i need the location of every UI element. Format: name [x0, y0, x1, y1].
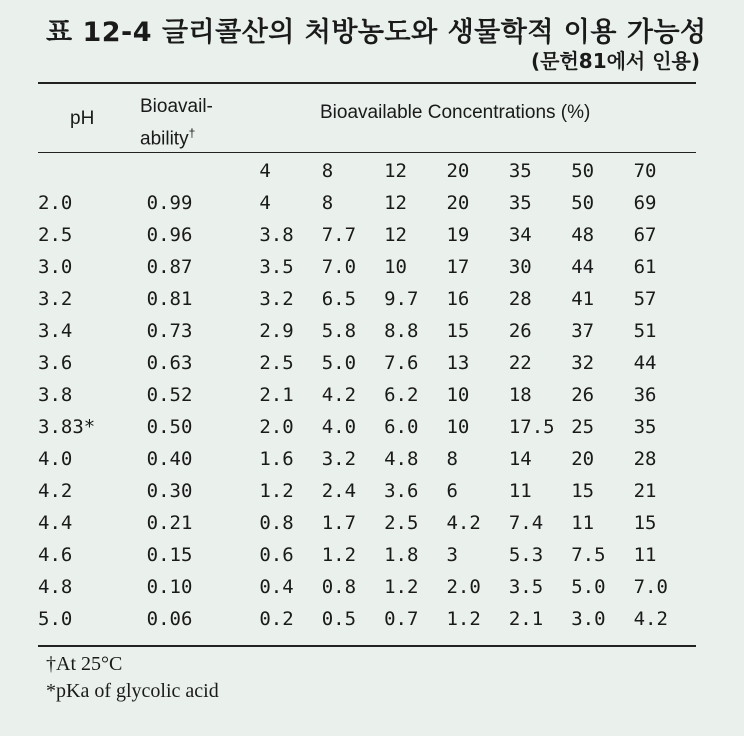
concentration-cell: 6 [446, 480, 458, 502]
ph-cell: 4.2 [38, 480, 73, 502]
concentration-cell: 1.2 [321, 544, 357, 566]
concentration-cell: 3.6 [384, 480, 419, 502]
concentration-cell: 20 [571, 448, 595, 470]
concentration-cell: 11 [633, 544, 657, 566]
concentration-cell: 3.2 [321, 448, 357, 470]
concentration-cell: 7.6 [384, 352, 419, 374]
header-bio-line2: ability [140, 128, 189, 150]
concentration-cell: 17 [446, 256, 470, 278]
concentration-cell: 69 [633, 192, 657, 214]
concentration-cell: 5.3 [508, 544, 544, 566]
concentration-cell: 4.0 [321, 416, 357, 438]
bioavailability-cell: 0.73 [146, 320, 193, 342]
bioavailability-cell: 0.21 [146, 512, 193, 534]
concentration-cell: 57 [633, 288, 657, 310]
concentration-cell: 0.7 [384, 608, 419, 630]
footnote-asterisk: *pKa of glycolic acid [46, 680, 219, 702]
concentration-cell: 4.2 [633, 608, 668, 630]
header-rule [38, 152, 696, 153]
concentration-cell: 2.5 [384, 512, 419, 534]
table-row [38, 539, 696, 571]
concentration-cell: 25 [571, 416, 595, 438]
concentration-cell: 11 [508, 480, 532, 502]
bioavailability-cell: 0.06 [146, 608, 193, 630]
concentration-cell: 0.8 [259, 512, 294, 534]
ph-cell: 3.4 [38, 320, 73, 342]
concentration-cell: 36 [633, 384, 657, 406]
concentration-cell: 28 [633, 448, 657, 470]
bottom-rule [38, 645, 696, 647]
concentration-cell: 3.0 [571, 608, 606, 630]
concentration-cell: 35 [633, 416, 657, 438]
concentration-cell: 21 [633, 480, 657, 502]
concentration-cell: 2.1 [259, 384, 294, 406]
concentration-cell: 7.7 [321, 224, 357, 246]
concentration-cell: 37 [571, 320, 595, 342]
footnotes [46, 651, 219, 705]
ph-cell: 4.0 [38, 448, 73, 470]
concentration-cell: 1.2 [384, 576, 419, 598]
concentration-cell: 6.5 [321, 288, 357, 310]
concentration-cell: 22 [508, 352, 532, 374]
concentration-cell: 5.0 [571, 576, 606, 598]
concentration-cell: 2.5 [259, 352, 294, 374]
bioavailability-cell: 0.40 [146, 448, 193, 470]
concentration-cell: 48 [571, 224, 595, 246]
concentration-cell: 2.0 [259, 416, 294, 438]
concentration-cell: 1.7 [321, 512, 357, 534]
ph-cell: 2.0 [38, 192, 73, 214]
concentration-cell: 5.0 [321, 352, 357, 374]
concentration-header-cell: 4 [259, 160, 271, 182]
concentration-cell: 12 [384, 224, 407, 246]
table-title: 표 12-4 글리콜산의 처방농도와 생물학적 이용 가능성 [46, 17, 707, 48]
concentration-cell: 3.8 [259, 224, 294, 246]
bioavailability-cell: 0.52 [146, 384, 193, 406]
ph-cell: 4.6 [38, 544, 73, 566]
ph-cell: 3.2 [38, 288, 73, 310]
concentration-header-cell: 8 [321, 160, 334, 182]
concentration-cell: 14 [508, 448, 532, 470]
concentration-cell: 7.0 [633, 576, 668, 598]
concentration-cell: 19 [446, 224, 470, 246]
concentration-cell: 7.5 [571, 544, 606, 566]
concentration-cell: 41 [571, 288, 595, 310]
concentration-cell: 4.8 [384, 448, 419, 470]
concentration-cell: 9.7 [384, 288, 419, 310]
table-row [38, 315, 696, 347]
concentration-cell: 7.0 [321, 256, 357, 278]
ph-cell: 4.8 [38, 576, 73, 598]
top-rule [38, 82, 696, 84]
concentration-cell: 44 [571, 256, 595, 278]
table-row [38, 219, 696, 251]
concentration-cell: 11 [571, 512, 595, 534]
concentration-cell: 1.6 [259, 448, 294, 470]
bioavailability-cell: 0.30 [146, 480, 193, 502]
table-row [38, 347, 696, 379]
concentration-cell: 44 [633, 352, 657, 374]
concentration-cell: 15 [571, 480, 595, 502]
concentration-cell: 2.0 [446, 576, 481, 598]
concentration-cell: 16 [446, 288, 470, 310]
header-concentrations: Bioavailable Concentrations (%) [320, 102, 591, 123]
concentration-cell: 13 [446, 352, 470, 374]
ph-cell: 3.0 [38, 256, 73, 278]
bioavailability-cell: 0.15 [146, 544, 193, 566]
concentration-cell: 10 [384, 256, 407, 278]
bioavailability-cell: 0.99 [146, 192, 193, 214]
concentration-cell: 1.2 [259, 480, 294, 502]
concentration-header-cell: 12 [384, 160, 407, 182]
concentration-cell: 32 [571, 352, 595, 374]
bioavailability-cell: 0.50 [146, 416, 193, 438]
bioavailability-cell: 0.63 [146, 352, 193, 374]
concentration-cell: 3 [446, 544, 458, 566]
concentration-cell: 2.9 [259, 320, 294, 342]
ph-cell: 5.0 [38, 608, 73, 630]
concentration-cell: 8.8 [384, 320, 419, 342]
concentration-cell: 1.8 [384, 544, 419, 566]
bioavailability-cell: 0.87 [146, 256, 193, 278]
concentration-cell: 26 [508, 320, 532, 342]
concentration-cell: 4.2 [321, 384, 357, 406]
ph-cell: 3.83* [38, 416, 96, 438]
concentration-cell: 12 [384, 192, 407, 214]
table-row [38, 283, 696, 315]
concentration-cell: 4.2 [446, 512, 481, 534]
concentration-cell: 8 [446, 448, 458, 470]
table-row [38, 187, 696, 219]
ph-cell: 3.8 [38, 384, 73, 406]
concentration-cell: 20 [446, 192, 470, 214]
concentration-cell: 2.4 [321, 480, 357, 502]
concentration-header-row [38, 155, 696, 187]
concentration-cell: 3.5 [508, 576, 544, 598]
table-row [38, 475, 696, 507]
concentration-cell: 10 [446, 384, 470, 406]
concentration-cell: 0.6 [259, 544, 294, 566]
concentration-cell: 4 [259, 192, 271, 214]
concentration-cell: 3.5 [259, 256, 294, 278]
concentration-header-cell: 20 [446, 160, 470, 182]
concentration-cell: 6.0 [384, 416, 419, 438]
concentration-cell: 0.8 [321, 576, 357, 598]
table-row [38, 507, 696, 539]
concentration-cell: 7.4 [508, 512, 544, 534]
concentration-cell: 3.2 [259, 288, 294, 310]
concentration-header-cell: 50 [571, 160, 595, 182]
concentration-cell: 0.5 [321, 608, 357, 630]
ph-cell: 4.4 [38, 512, 73, 534]
concentration-cell: 34 [508, 224, 532, 246]
concentration-cell: 51 [633, 320, 657, 342]
header-bio-dagger: † [188, 126, 196, 140]
bioavailability-cell: 0.81 [146, 288, 193, 310]
concentration-cell: 26 [571, 384, 595, 406]
bioavailability-cell: 0.96 [146, 224, 193, 246]
concentration-header-cell: 70 [633, 160, 657, 182]
concentration-cell: 61 [633, 256, 657, 278]
concentration-cell: 10 [446, 416, 470, 438]
concentration-cell: 15 [446, 320, 470, 342]
concentration-cell: 18 [508, 384, 532, 406]
table-row [38, 379, 696, 411]
concentration-cell: 0.2 [259, 608, 294, 630]
concentration-cell: 15 [633, 512, 657, 534]
concentration-cell: 28 [508, 288, 532, 310]
concentration-cell: 5.8 [321, 320, 357, 342]
concentration-cell: 35 [508, 192, 532, 214]
concentration-cell: 17.5 [508, 416, 555, 438]
table-row [38, 411, 696, 443]
source-citation: (문헌81에서 인용) [531, 49, 700, 73]
table-row [38, 571, 696, 603]
concentration-cell: 50 [571, 192, 595, 214]
header-ph: pH [70, 108, 95, 129]
table-row [38, 443, 696, 475]
footnote-dagger: †At 25°C [46, 653, 123, 675]
concentration-cell: 67 [633, 224, 657, 246]
concentration-cell: 6.2 [384, 384, 419, 406]
concentration-cell: 8 [321, 192, 334, 214]
concentration-header-cell: 35 [508, 160, 532, 182]
bioavailability-cell: 0.10 [146, 576, 193, 598]
concentration-cell: 30 [508, 256, 532, 278]
header-bio-line1: Bioavail- [140, 96, 213, 117]
ph-cell: 3.6 [38, 352, 73, 374]
header-bioavailability [140, 94, 213, 152]
concentration-cell: 0.4 [259, 576, 294, 598]
concentration-cell: 2.1 [508, 608, 544, 630]
concentration-cell: 1.2 [446, 608, 481, 630]
table-row [38, 251, 696, 283]
ph-cell: 2.5 [38, 224, 73, 246]
table-row [38, 603, 696, 635]
data-table [38, 155, 696, 635]
